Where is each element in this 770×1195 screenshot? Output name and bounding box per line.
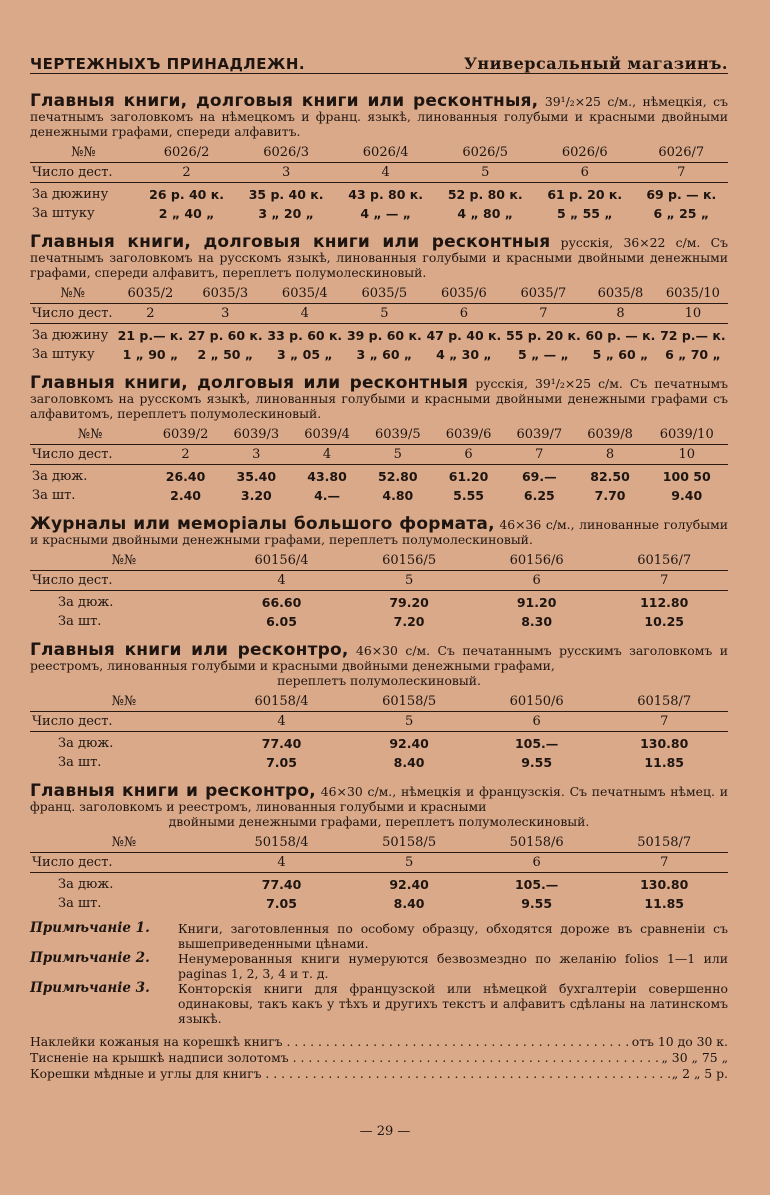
table-row-price	[30, 465, 728, 487]
table-cell: 7.05	[266, 755, 297, 770]
table-row-price	[30, 591, 728, 613]
section	[30, 232, 728, 364]
table-cell: 4	[292, 445, 363, 465]
section-title-rest: 46×30 с/м. Съ печатаннымъ русскимъ заголовкомъ и реестромъ, линованныя голубыми и красными двойными денежными графами,	[30, 643, 728, 673]
table-cell: 52.80	[378, 469, 418, 484]
row-label: За дюж.	[58, 877, 114, 892]
table-row-count	[30, 571, 728, 591]
table-cell: 3	[186, 304, 266, 324]
table-cell: 43.80	[307, 469, 347, 484]
table-cell: 4	[336, 163, 436, 183]
column-header: 60150/6	[509, 694, 564, 709]
table-cell: 21 р.— к.	[117, 328, 184, 343]
column-header-numbers: №№	[111, 694, 137, 709]
table-cell: 8	[583, 304, 658, 324]
table-cell: 6.25	[523, 488, 555, 503]
table-header-row	[30, 425, 728, 445]
extra-item	[30, 1050, 728, 1066]
table-cell: 4	[218, 571, 346, 591]
column-header: 6026/4	[362, 145, 409, 160]
column-header: 60156/5	[382, 553, 437, 568]
section-title-rest: русскія, 39¹/₂×25 с/м. Съ печатнымъ заголовкомъ на русскомъ языкѣ, линованныя голубыми и красными двойными денежными графами съ алфавитомъ, переплетъ полумолескиновый.	[30, 376, 728, 421]
column-header: 50158/4	[254, 835, 309, 850]
row-label: За дюж.	[58, 595, 114, 610]
table-cell: 7.70	[594, 488, 626, 503]
section-title-rest: русскія, 36×22 с/м. Съ печатнымъ заголовкомъ на русскомъ языкѣ, линованныя голубыми и красными двойными денежными графами, спереди алфавитъ, переплетъ полумолескиновый.	[30, 235, 728, 280]
table-cell: 92.40	[389, 877, 429, 892]
table-cell: 26 р. 40 к.	[149, 187, 224, 202]
table-cell: 8.40	[393, 755, 425, 770]
column-header: 6035/5	[361, 286, 408, 301]
extra-label: Тисненіе на крышкѣ надписи золотомъ . . .	[30, 1050, 659, 1066]
table-cell: 11.85	[644, 755, 684, 770]
table-cell: 6 „ 25 „	[653, 206, 710, 221]
table-cell: 3 „ 05 „	[277, 347, 333, 362]
section-title-bold: Главныя книги, долговыя книги или реcконтныя,	[30, 91, 539, 111]
extra-label: Корешки мѣдные и углы для книгъ . . .	[30, 1066, 670, 1082]
column-header: 6039/4	[304, 427, 350, 442]
header-right: Универсальный магазинъ.	[463, 54, 728, 73]
table-row-count	[30, 445, 728, 465]
table-row-price	[30, 894, 728, 913]
table-cell: 77.40	[261, 877, 302, 892]
section-title	[30, 640, 728, 688]
table-row-price	[30, 324, 728, 346]
table-row-count	[30, 304, 728, 324]
table-cell: 2	[115, 304, 185, 324]
table-cell: 7	[600, 853, 728, 873]
table-cell: 69.—	[521, 469, 557, 484]
table-cell: 130.80	[640, 877, 689, 892]
section-title-bold: Главныя книги и реcконтро,	[30, 781, 316, 801]
table-cell: 130.80	[640, 736, 689, 751]
table-cell: 4 „ 30 „	[436, 347, 492, 362]
table-header-row	[30, 284, 728, 304]
column-header-numbers: №№	[111, 553, 137, 568]
table-cell: 7	[600, 571, 728, 591]
table-cell: 6 „ 70 „	[665, 347, 721, 362]
table-row-price	[30, 873, 728, 895]
table-cell: 5 „ 60 „	[592, 347, 649, 362]
table-cell: 8.30	[521, 614, 553, 629]
note-label: Примѣчаніе 1.	[30, 920, 150, 936]
table-cell: 4	[218, 853, 346, 873]
table-cell: 35 р. 40 к.	[248, 187, 324, 202]
note-item	[30, 921, 728, 951]
section-title	[30, 91, 728, 139]
section-title	[30, 373, 728, 421]
column-header: 6039/5	[374, 427, 421, 442]
row-label: За дюжину	[32, 328, 109, 343]
table-cell: 6	[424, 304, 504, 324]
page-number: — 29 —	[359, 1124, 411, 1139]
column-header: 50158/6	[509, 835, 564, 850]
table-cell: 79.20	[389, 595, 429, 610]
row-label: За шт.	[58, 755, 102, 770]
note-item	[30, 951, 728, 981]
table-cell: 2.40	[170, 488, 201, 503]
table-cell: 4 „ 80 „	[457, 206, 513, 221]
table-header-row	[30, 143, 728, 163]
column-header: 6026/5	[462, 145, 509, 160]
extra-label: Наклейки кожаныя на корешкѣ книгъ . . .	[30, 1034, 630, 1050]
note-text: Книги, заготовленныя по особому образцу, обходятся дороже въ сравненіи съ вышеприведенными цѣнами.	[178, 921, 728, 951]
column-header: 6039/8	[587, 427, 633, 442]
header-left: ЧЕРТЕЖНЫХЪ ПРИНАДЛЕЖН.	[30, 55, 306, 73]
row-label: Число дест.	[30, 304, 115, 324]
column-header: 6039/6	[445, 427, 492, 442]
section	[30, 514, 728, 631]
row-label: Число дест.	[30, 445, 150, 465]
column-header: 6026/2	[163, 145, 210, 160]
table-cell: 8	[575, 445, 646, 465]
column-header-numbers: №№	[111, 835, 137, 850]
section	[30, 781, 728, 913]
row-label: Число дест.	[30, 571, 218, 591]
table-cell: 4	[265, 304, 345, 324]
table-cell: 52 р. 80 к.	[447, 187, 523, 202]
section	[30, 91, 728, 223]
column-header: 6039/3	[233, 427, 280, 442]
table-cell: 105.—	[514, 736, 559, 751]
table-cell: 8.40	[393, 896, 425, 911]
column-header: 50158/5	[382, 835, 437, 850]
note-label: Примѣчаніе 2.	[30, 950, 150, 966]
section-title-bold: Главныя книги или реcконтро,	[30, 640, 349, 660]
table-cell: 5 „ — „	[518, 347, 569, 362]
table-cell: 9.55	[521, 755, 553, 770]
section-title-rest: 39¹/₂×25 с/м., нѣмецкія, съ печатнымъ заголовкомъ на нѣмецкомъ и франц. языкѣ, линованныя голубыми и красными двойными денежными графами, спереди алфавитъ.	[30, 94, 728, 139]
note-text: Ненумерованныя книги нумеруются безвозмездно по желанію folios 1—1 или paginas 1, 2, 3, 4 и т. д.	[178, 951, 728, 981]
table-cell: 72 р.— к.	[660, 328, 726, 343]
extra-value: „ 30 „ 75 „	[661, 1050, 728, 1065]
note-label: Примѣчаніе 3.	[30, 980, 150, 996]
price-table	[30, 284, 728, 364]
row-label: Число дест.	[30, 853, 218, 873]
section-title-bold: Главныя книги, долговыя или реcконтныя	[30, 373, 469, 393]
section	[30, 373, 728, 505]
table-cell: 6	[473, 712, 601, 732]
extra-value: „ 2 „ 5 р.	[671, 1066, 728, 1081]
row-label: За шт.	[58, 896, 102, 911]
section-title-center: двойными денежными графами, переплетъ полумолескиновый.	[168, 814, 590, 829]
section-title	[30, 232, 728, 280]
table-row-price	[30, 183, 728, 205]
table-cell: 2	[150, 445, 221, 465]
column-header: 6035/2	[127, 286, 174, 301]
column-header: 6035/8	[597, 286, 644, 301]
table-cell: 4.—	[314, 488, 341, 503]
table-cell: 39 р. 60 к.	[346, 328, 422, 343]
table-header-row	[30, 551, 728, 571]
table-cell: 3 „ 60 „	[356, 347, 413, 362]
column-header: 6026/6	[561, 145, 608, 160]
table-cell: 92.40	[389, 736, 429, 751]
column-header: 6039/10	[659, 427, 714, 442]
column-header: 6035/3	[202, 286, 249, 301]
section-title-bold: Главныя книги, долговыя книги или реcконтныя	[30, 232, 551, 252]
section-title	[30, 514, 728, 547]
row-label: За шт.	[32, 488, 76, 503]
table-cell: 10	[658, 304, 728, 324]
table-row-price	[30, 753, 728, 772]
section-title	[30, 781, 728, 829]
table-cell: 9.40	[671, 488, 703, 503]
column-header: 60158/5	[382, 694, 437, 709]
table-cell: 2 „ 40 „	[158, 206, 215, 221]
table-cell: 10	[645, 445, 728, 465]
row-label: Число дест.	[30, 163, 137, 183]
table-row-count	[30, 163, 728, 183]
table-cell: 7	[504, 445, 575, 465]
row-label: Число дест.	[30, 712, 218, 732]
table-cell: 43 р. 80 к.	[348, 187, 424, 202]
column-header: 60156/7	[637, 553, 692, 568]
row-label: За дюж.	[58, 736, 114, 751]
table-cell: 9.55	[521, 896, 553, 911]
table-cell: 66.60	[261, 595, 302, 610]
row-label: За шт.	[58, 614, 102, 629]
table-cell: 61 р. 20 к.	[547, 187, 623, 202]
column-header: 6035/4	[281, 286, 328, 301]
column-header: 6026/7	[658, 145, 705, 160]
column-header: 6026/3	[263, 145, 309, 160]
column-header: 6039/2	[162, 427, 209, 442]
table-row-count	[30, 712, 728, 732]
column-header: 60156/4	[254, 553, 309, 568]
column-header: 6039/7	[516, 427, 563, 442]
section-title-rest: 46×30 с/м., нѣмецкія и французскія. Съ печатнымъ нѣмец. и франц. заголовкомъ и реестромъ, линованныя голубыми и красными	[30, 784, 728, 814]
table-cell: 3.20	[240, 488, 272, 503]
column-header: 60158/4	[254, 694, 309, 709]
sections	[30, 91, 728, 913]
table-header-row	[30, 833, 728, 853]
table-cell: 6.05	[266, 614, 297, 629]
column-header-numbers: №№	[71, 145, 96, 160]
table-cell: 10.25	[644, 614, 684, 629]
price-table	[30, 551, 728, 631]
extra-value: отъ 10 до 30 к.	[631, 1034, 728, 1049]
column-header: 6035/7	[520, 286, 567, 301]
column-header: 50158/7	[637, 835, 692, 850]
section-title-center: переплетъ полумолескиновый.	[277, 673, 481, 688]
table-row-price	[30, 732, 728, 754]
row-label: За штуку	[32, 206, 95, 221]
section-title-bold: Журналы или меморіалы большого формата,	[30, 514, 495, 534]
table-cell: 7	[635, 163, 728, 183]
table-row-count	[30, 853, 728, 873]
table-cell: 61.20	[448, 469, 489, 484]
extra-item	[30, 1066, 728, 1082]
column-header-numbers: №№	[77, 427, 103, 442]
section-title-rest: 46×36 с/м., линованные голубыми и красными двойными денежными графами, переплетъ полумолескиновый.	[30, 517, 728, 547]
table-row-price	[30, 204, 728, 223]
table-cell: 4	[218, 712, 346, 732]
table-cell: 100 50	[662, 469, 711, 484]
table-cell: 6	[535, 163, 635, 183]
price-table	[30, 692, 728, 772]
table-cell: 26.40	[165, 469, 206, 484]
notes	[30, 921, 728, 1026]
table-cell: 3	[221, 445, 292, 465]
column-header: 60158/7	[637, 694, 692, 709]
table-cell: 5.55	[453, 488, 484, 503]
table-cell: 7.05	[266, 896, 297, 911]
table-row-price	[30, 345, 728, 364]
table-header-row	[30, 692, 728, 712]
table-cell: 7	[600, 712, 728, 732]
column-header-numbers: №№	[60, 286, 85, 301]
price-table	[30, 143, 728, 223]
extra-item	[30, 1034, 728, 1050]
table-cell: 2	[137, 163, 237, 183]
table-cell: 1 „ 90 „	[122, 347, 179, 362]
table-cell: 27 р. 60 к.	[187, 328, 263, 343]
table-cell: 5	[435, 163, 535, 183]
table-cell: 5	[345, 571, 473, 591]
price-table	[30, 833, 728, 913]
table-cell: 35.40	[236, 469, 277, 484]
table-cell: 5	[345, 853, 473, 873]
table-cell: 6	[473, 853, 601, 873]
table-cell: 55 р. 20 к.	[506, 328, 581, 343]
table-cell: 4.80	[382, 488, 414, 503]
note-text: Конторскія книги для французской или нѣмецкой бухгалтеріи совершенно одинаковы, такъ какъ у тѣхъ и другихъ текстъ и алфавитъ сдѣланы на латинскомъ языкѣ.	[178, 981, 728, 1026]
table-cell: 3 „ 20 „	[258, 206, 314, 221]
table-cell: 5	[362, 445, 433, 465]
row-label: За штуку	[32, 347, 95, 362]
table-cell: 7	[504, 304, 584, 324]
table-cell: 77.40	[261, 736, 302, 751]
table-cell: 112.80	[640, 595, 689, 610]
row-label: За дюжину	[32, 187, 109, 202]
table-row-price	[30, 612, 728, 631]
table-cell: 69 р. — к.	[646, 187, 717, 202]
column-header: 6035/6	[440, 286, 487, 301]
table-cell: 3	[236, 163, 336, 183]
table-cell: 91.20	[516, 595, 557, 610]
table-row-price	[30, 486, 728, 505]
table-cell: 47 р. 40 к.	[426, 328, 502, 343]
table-cell: 11.85	[644, 896, 684, 911]
section	[30, 640, 728, 772]
extras	[30, 1034, 728, 1082]
page-header	[30, 0, 728, 74]
table-cell: 105.—	[514, 877, 559, 892]
table-cell: 5	[345, 712, 473, 732]
table-cell: 60 р. — к.	[585, 328, 656, 343]
table-cell: 6	[433, 445, 504, 465]
table-cell: 5	[345, 304, 425, 324]
column-header: 60156/6	[509, 553, 564, 568]
table-cell: 4 „ — „	[360, 206, 411, 221]
table-cell: 82.50	[590, 469, 630, 484]
row-label: За дюж.	[32, 469, 88, 484]
table-cell: 6	[473, 571, 601, 591]
price-table	[30, 425, 728, 505]
note-item	[30, 981, 728, 1026]
table-cell: 5 „ 55 „	[556, 206, 613, 221]
column-header: 6035/10	[665, 286, 720, 301]
table-cell: 7.20	[393, 614, 425, 629]
table-cell: 2 „ 50 „	[197, 347, 254, 362]
table-cell: 33 р. 60 к.	[267, 328, 343, 343]
